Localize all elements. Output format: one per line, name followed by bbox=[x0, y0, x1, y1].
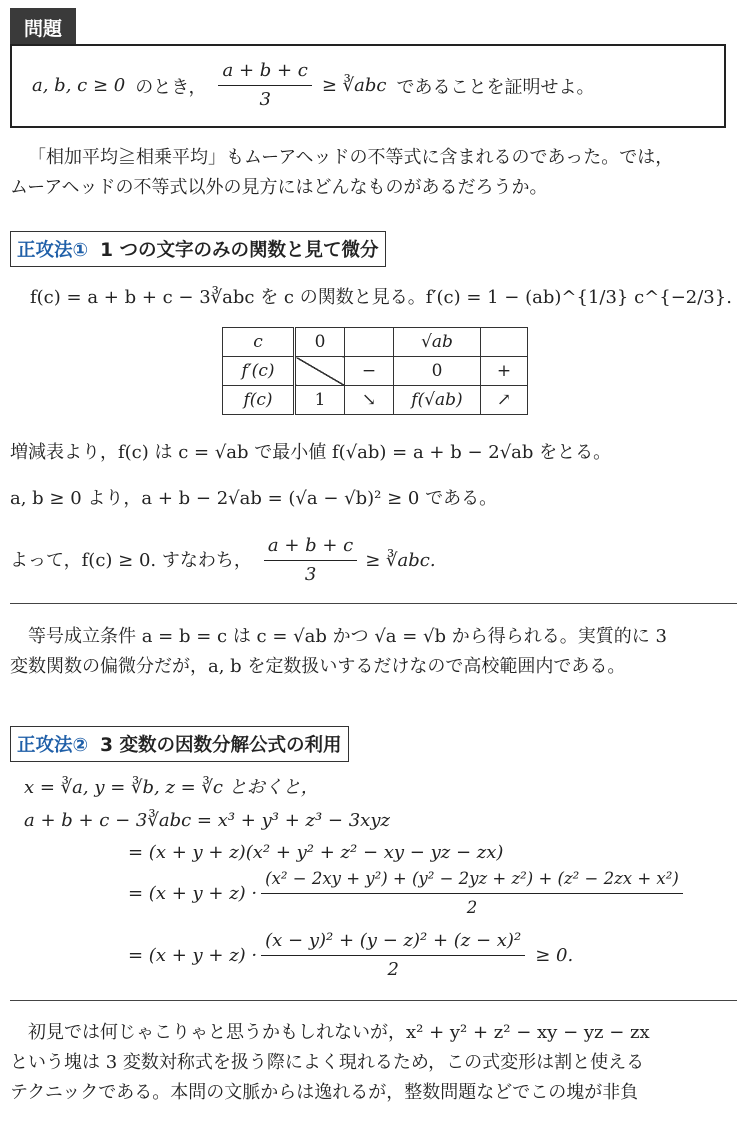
problem-fraction bbox=[218, 60, 311, 111]
table-cell: f′(c) bbox=[223, 357, 295, 386]
section1-heading bbox=[10, 231, 386, 267]
table-cell bbox=[481, 328, 528, 357]
section2-line5-fraction bbox=[261, 930, 525, 981]
section2-line-4 bbox=[128, 868, 687, 919]
note2-line-2: という塊は 3 変数対称式を扱う際によく現れるため，この式変形は割と使える bbox=[10, 1052, 645, 1073]
table-cell: 1 bbox=[295, 386, 345, 415]
section2-title: 3 変数の因数分解公式の利用 bbox=[100, 735, 342, 756]
section1-line-2: a, b ≥ 0 より，a + b − 2√ab = (√a − √b)² ≥ 0 である。 bbox=[10, 488, 498, 509]
note1-line-1: 等号成立条件 a = b = c は c = √ab かつ √a = √b から得られる。実質的に 3 bbox=[28, 626, 667, 647]
section2-line4-num: (x² − 2xy + y²) + (y² − 2yz + z²) + (z² − 2zx + x²) bbox=[261, 868, 683, 894]
intro-line-1: 「相加平均≧相乗平均」もムーアヘッドの不等式に含まれるのであった。では， bbox=[28, 147, 674, 168]
table-row bbox=[223, 386, 528, 415]
note2-line-3: テクニックである。本問の文脈からは逸れるが，整数問題などでこの塊が非負 bbox=[10, 1082, 639, 1103]
section2-line-2: a + b + c − 3∛abc = x³ + y³ + z³ − 3xyz bbox=[24, 810, 390, 831]
section2-line4-fraction bbox=[261, 868, 683, 919]
section1-frac-num: a + b + c bbox=[264, 535, 357, 561]
section1-fraction bbox=[264, 535, 357, 586]
problem-box bbox=[10, 44, 726, 128]
intro-paragraph bbox=[10, 143, 740, 203]
problem-frac-num: a + b + c bbox=[218, 60, 311, 86]
problem-statement bbox=[32, 60, 594, 111]
table-cell: + bbox=[481, 357, 528, 386]
section2-label: 正攻法② bbox=[17, 735, 89, 756]
note2-paragraph bbox=[10, 1018, 740, 1108]
table-cell: ↗ bbox=[481, 386, 528, 415]
section1-conclusion bbox=[10, 535, 436, 586]
problem-vars: a, b, c ≥ 0 bbox=[32, 75, 126, 96]
section2-line4-pre: = (x + y + z) · bbox=[128, 882, 258, 904]
table-cell: f(√ab) bbox=[394, 386, 481, 415]
section2-line-5 bbox=[128, 930, 573, 981]
table-cell bbox=[345, 328, 394, 357]
section2-line5-post: ≥ 0. bbox=[535, 944, 574, 966]
section2-line5-den: 2 bbox=[387, 959, 399, 980]
section2-heading bbox=[10, 726, 349, 762]
table-row bbox=[223, 357, 528, 386]
intro-line-2: ムーアヘッドの不等式以外の見方にはどんなものがあるだろうか。 bbox=[10, 177, 548, 198]
problem-rhs: ≥ ∛abc bbox=[321, 75, 387, 96]
note1-paragraph bbox=[10, 622, 740, 682]
table-cell: √ab bbox=[394, 328, 481, 357]
table-cell: c bbox=[223, 328, 295, 357]
table-cell: − bbox=[345, 357, 394, 386]
table-cell: 0 bbox=[295, 328, 345, 357]
table-cell-diagonal bbox=[295, 357, 345, 386]
section2-line-3: = (x + y + z)(x² + y² + z² − xy − yz − zx) bbox=[128, 842, 504, 863]
divider bbox=[10, 1000, 737, 1001]
table-cell: ↘ bbox=[345, 386, 394, 415]
increase-decrease-table bbox=[222, 327, 528, 415]
note2-line-1: 初見では何じゃこりゃと思うかもしれないが，x² + y² + z² − xy − yz − zx bbox=[28, 1022, 650, 1043]
problem-when: のとき， bbox=[135, 76, 207, 98]
section2-line4-den: 2 bbox=[466, 898, 478, 917]
section2-line5-pre: = (x + y + z) · bbox=[128, 944, 258, 966]
table-row bbox=[223, 328, 528, 357]
table-cell: f(c) bbox=[223, 386, 295, 415]
note1-line-2: 変数関数の偏微分だが，a, b を定数扱いするだけなので高校範囲内である。 bbox=[10, 656, 626, 677]
section1-frac-den: 3 bbox=[304, 564, 317, 585]
section1-line3-rhs: ≥ ∛abc. bbox=[365, 549, 436, 571]
problem-tail: であることを証明せよ。 bbox=[396, 76, 595, 98]
section1-line3-pre: よって，f(c) ≥ 0. すなわち， bbox=[10, 549, 252, 571]
section2-line-1: x = ∛a, y = ∛b, z = ∛c とおくと， bbox=[24, 777, 319, 798]
section1-intro: f(c) = a + b + c − 3∛abc を c の関数と見る。f′(c) = 1 − (ab)^{1/3} c^{−2/3}. bbox=[30, 287, 732, 308]
divider bbox=[10, 603, 737, 604]
section1-label: 正攻法① bbox=[17, 240, 89, 261]
problem-tag: 問題 bbox=[10, 8, 76, 46]
problem-frac-den: 3 bbox=[259, 89, 271, 110]
table-cell: 0 bbox=[394, 357, 481, 386]
section1-title: 1 つの文字のみの関数と見て微分 bbox=[100, 240, 379, 261]
section2-line5-num: (x − y)² + (y − z)² + (z − x)² bbox=[261, 930, 525, 956]
section1-line-1: 増減表より，f(c) は c = √ab で最小値 f(√ab) = a + b − 2√ab をとる。 bbox=[10, 442, 612, 463]
